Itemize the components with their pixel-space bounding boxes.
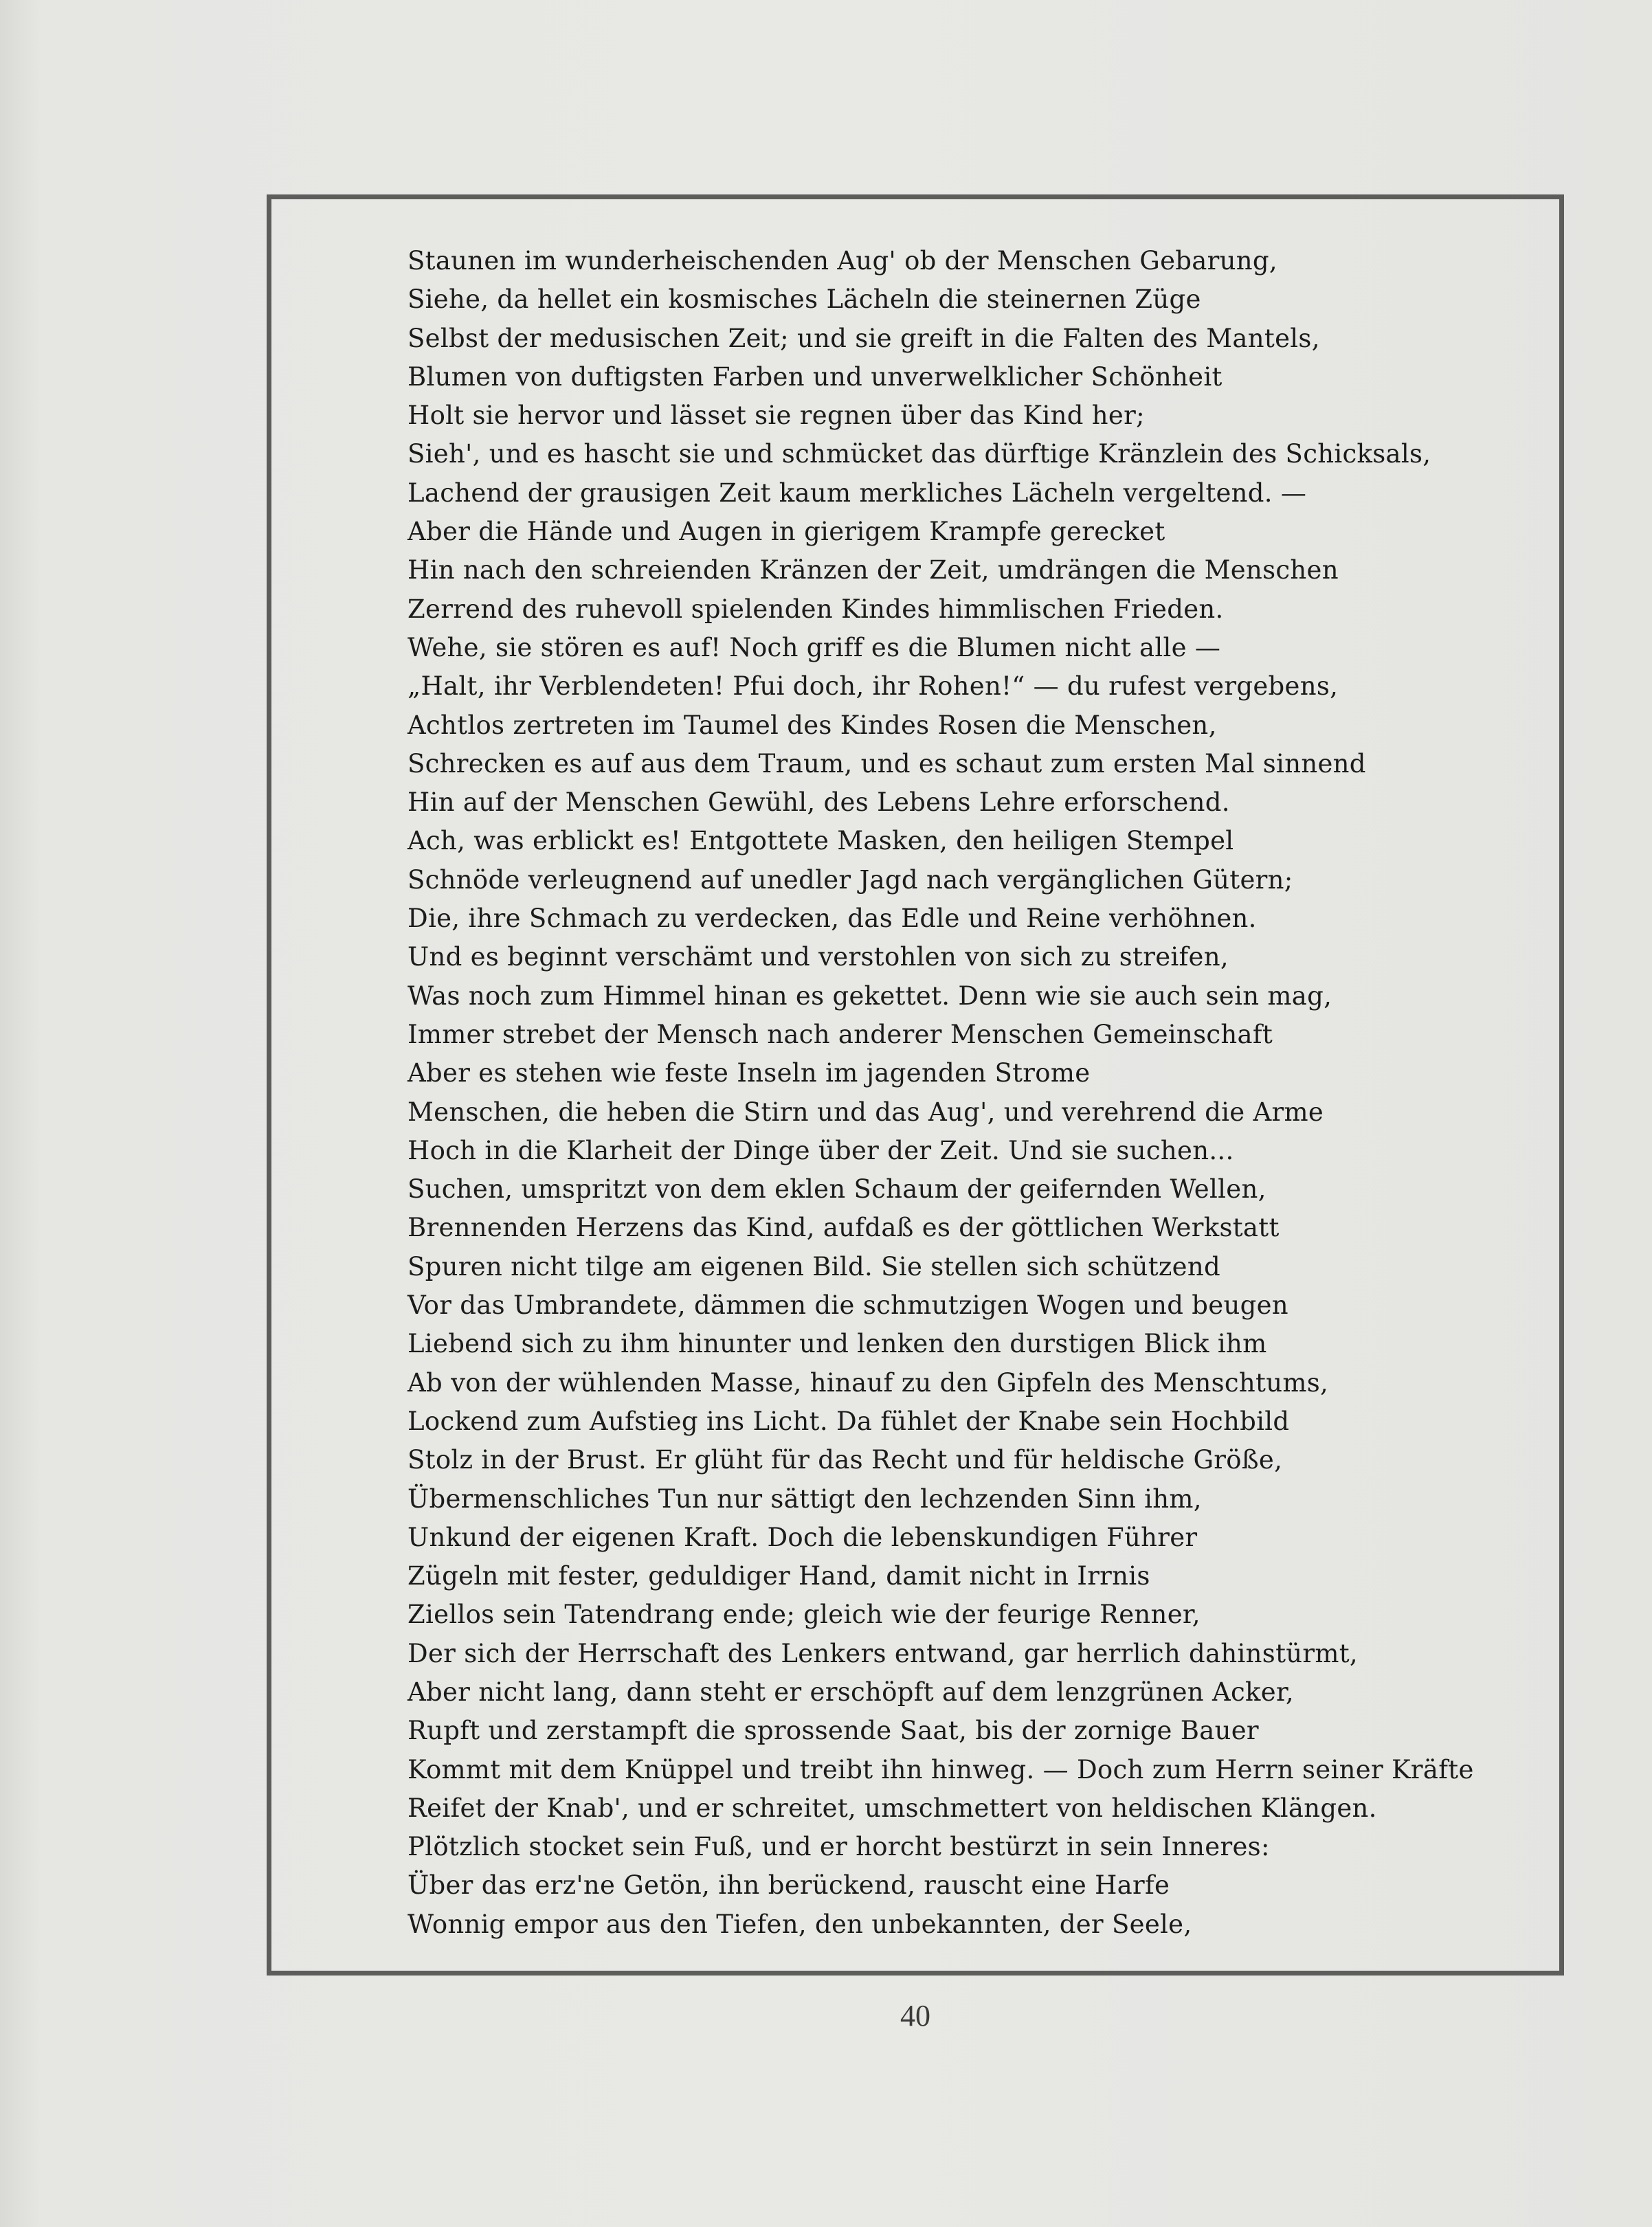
- poem-line: Siehe, da hellet ein kosmisches Lächeln die steinernen Züge: [408, 284, 1201, 315]
- poem-line: Und es beginnt verschämt und verstohlen von sich zu streifen,: [408, 942, 1229, 972]
- poem-line: Wonnig empor aus den Tiefen, den unbekannten, der Seele,: [408, 1909, 1192, 1939]
- poem-line: Schrecken es auf aus dem Traum, und es schaut zum ersten Mal sinnend: [408, 748, 1366, 779]
- poem-line: Rupft und zerstampft die sprossende Saat, bis der zornige Bauer: [408, 1716, 1259, 1746]
- poem-line: Unkund der eigenen Kraft. Doch die lebenskundigen Führer: [408, 1522, 1198, 1552]
- poem-line: Kommt mit dem Knüppel und treibt ihn hinweg. — Doch zum Herrn seiner Kräfte: [408, 1754, 1474, 1784]
- poem-text-block: [408, 242, 1534, 1944]
- poem-line: Staunen im wunderheischenden Aug' ob der Menschen Gebarung,: [408, 246, 1277, 276]
- poem-line: Liebend sich zu ihm hinunter und lenken den durstigen Blick ihm: [408, 1329, 1267, 1359]
- poem-line: Sieh', und es hascht sie und schmücket das dürftige Kränzlein des Schicksals,: [408, 439, 1431, 469]
- poem-line: Lockend zum Aufstieg ins Licht. Da fühlet der Knabe sein Hochbild: [408, 1406, 1290, 1436]
- poem-line: Immer strebet der Mensch nach anderer Menschen Gemeinschaft: [408, 1019, 1273, 1049]
- poem-line: Zerrend des ruhevoll spielenden Kindes himmlischen Frieden.: [408, 594, 1224, 624]
- poem-line: Ziellos sein Tatendrang ende; gleich wie der feurige Renner,: [408, 1600, 1201, 1630]
- poem-line: Hin nach den schreienden Kränzen der Zeit, umdrängen die Menschen: [408, 555, 1339, 585]
- poem-line: Aber es stehen wie feste Inseln im jagenden Strome: [408, 1058, 1091, 1088]
- poem-line: Schnöde verleugnend auf unedler Jagd nach vergänglichen Gütern;: [408, 864, 1293, 895]
- page-number: 40: [900, 1999, 930, 2033]
- poem-line: Über das erz'ne Getön, ihn berückend, rauscht eine Harfe: [408, 1870, 1170, 1901]
- poem-line: Spuren nicht tilge am eigenen Bild. Sie stellen sich schützend: [408, 1251, 1220, 1282]
- poem-line: Blumen von duftigsten Farben und unverwelklicher Schönheit: [408, 361, 1223, 392]
- poem-line: Brennenden Herzens das Kind, aufdaß es der göttlichen Werkstatt: [408, 1213, 1280, 1243]
- poem-line: Ach, was erblickt es! Entgottete Masken, den heiligen Stempel: [408, 826, 1234, 856]
- poem-line: Wehe, sie stören es auf! Noch griff es die Blumen nicht alle —: [408, 632, 1221, 662]
- poem-line: Aber nicht lang, dann steht er erschöpft auf dem lenzgrünen Acker,: [408, 1677, 1294, 1707]
- poem-line: Der sich der Herrschaft des Lenkers entwand, gar herrlich dahinstürmt,: [408, 1638, 1358, 1668]
- poem-line: „Halt, ihr Verblendeten! Pfui doch, ihr Rohen!“ — du rufest vergebens,: [408, 671, 1339, 702]
- poem-line: Aber die Hände und Augen in gierigem Krampfe gerecket: [408, 517, 1165, 547]
- poem-line: Holt sie hervor und lässet sie regnen über das Kind her;: [408, 401, 1145, 431]
- poem-line: Die, ihre Schmach zu verdecken, das Edle und Reine verhöhnen.: [408, 904, 1257, 934]
- poem-line: Was noch zum Himmel hinan es gekettet. Denn wie sie auch sein mag,: [408, 981, 1332, 1011]
- poem-line: Hoch in die Klarheit der Dinge über der Zeit. Und sie suchen...: [408, 1135, 1234, 1165]
- poem-line: Reifet der Knab', und er schreitet, umschmettert von heldischen Klängen.: [408, 1793, 1377, 1823]
- poem-line: Menschen, die heben die Stirn und das Aug', und verehrend die Arme: [408, 1097, 1324, 1127]
- poem-line: Lachend der grausigen Zeit kaum merkliches Lächeln vergeltend. —: [408, 478, 1307, 508]
- poem-line: Achtlos zertreten im Taumel des Kindes Rosen die Menschen,: [408, 710, 1217, 740]
- poem-line: Vor das Umbrandete, dämmen die schmutzigen Wogen und beugen: [408, 1290, 1288, 1321]
- poem-line: Suchen, umspritzt von dem eklen Schaum der geifernden Wellen,: [408, 1174, 1266, 1205]
- poem-line: Zügeln mit fester, geduldiger Hand, damit nicht in Irrnis: [408, 1561, 1150, 1591]
- poem-line: Plötzlich stocket sein Fuß, und er horcht bestürzt in sein Inneres:: [408, 1832, 1270, 1862]
- poem-line: Selbst der medusischen Zeit; und sie greift in die Falten des Mantels,: [408, 323, 1320, 353]
- poem-line: Übermenschliches Tun nur sättigt den lechzenden Sinn ihm,: [408, 1484, 1202, 1514]
- poem-line: Hin auf der Menschen Gewühl, des Lebens Lehre erforschend.: [408, 787, 1230, 818]
- poem-line: Stolz in der Brust. Er glüht für das Recht und für heldische Größe,: [408, 1445, 1283, 1475]
- poem-line: Ab von der wühlenden Masse, hinauf zu den Gipfeln des Menschtums,: [408, 1367, 1329, 1398]
